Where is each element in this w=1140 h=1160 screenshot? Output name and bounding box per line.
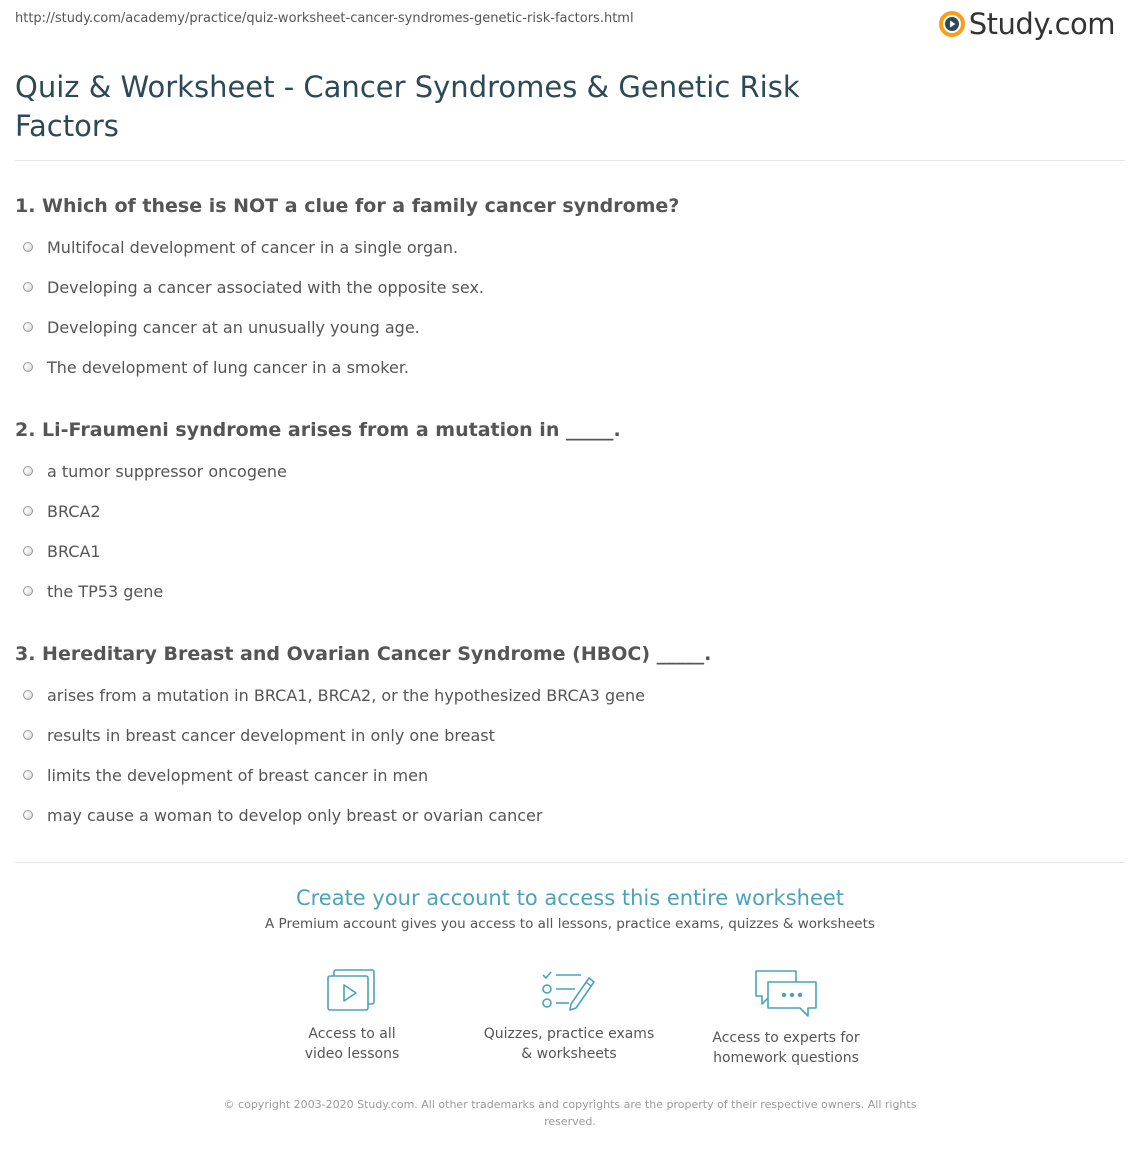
play-circle-icon xyxy=(939,11,965,37)
chat-bubbles-icon xyxy=(754,968,818,1018)
option-label: Developing a cancer associated with the opposite sex. xyxy=(47,277,485,297)
premium-description: A Premium account gives you access to all lessons, practice exams, quizzes & worksheets xyxy=(265,916,875,932)
answer-option[interactable] xyxy=(23,315,420,339)
radio-button[interactable] xyxy=(23,322,33,332)
answer-option[interactable] xyxy=(23,459,287,483)
answer-option[interactable] xyxy=(23,539,101,563)
radio-button[interactable] xyxy=(23,466,33,476)
answer-option[interactable] xyxy=(23,499,101,523)
answer-option[interactable] xyxy=(23,235,458,259)
feature-label: Access to experts for homework questions xyxy=(712,1030,860,1066)
radio-button[interactable] xyxy=(23,730,33,740)
answer-option[interactable] xyxy=(23,803,542,827)
question-3 xyxy=(15,641,1115,825)
option-label: limits the development of breast cancer in men xyxy=(47,765,429,785)
radio-button[interactable] xyxy=(23,242,33,252)
option-label: BRCA1 xyxy=(47,541,101,561)
study-logo[interactable] xyxy=(939,6,1115,42)
answer-option[interactable] xyxy=(23,579,163,603)
option-label: The development of lung cancer in a smoker. xyxy=(47,357,410,377)
radio-button[interactable] xyxy=(23,506,33,516)
title-divider xyxy=(15,160,1125,161)
option-label: the TP53 gene xyxy=(47,581,164,601)
video-lessons-icon xyxy=(326,968,378,1014)
question-2 xyxy=(15,417,1115,601)
radio-button[interactable] xyxy=(23,690,33,700)
option-label: Developing cancer at an unusually young age. xyxy=(47,317,420,337)
option-label: results in breast cancer development in only one breast xyxy=(47,725,495,745)
option-label: a tumor suppressor oncogene xyxy=(47,461,287,481)
answer-option[interactable] xyxy=(23,355,409,379)
radio-button[interactable] xyxy=(23,770,33,780)
question-text: 2. Li-Fraumeni syndrome arises from a mutation in _____. xyxy=(15,419,621,441)
question-1 xyxy=(15,193,1115,377)
option-label: may cause a woman to develop only breast or ovarian cancer xyxy=(47,805,543,825)
option-label: arises from a mutation in BRCA1, BRCA2, or the hypothesized BRCA3 gene xyxy=(47,685,645,705)
logo-text: Study.com xyxy=(968,7,1115,41)
radio-button[interactable] xyxy=(23,810,33,820)
feature-label: Quizzes, practice exams & worksheets xyxy=(483,1026,655,1062)
feature-quizzes xyxy=(474,968,664,1064)
page-title: Quiz & Worksheet - Cancer Syndromes & Genetic Risk Factors xyxy=(15,70,800,143)
feature-video-lessons xyxy=(257,968,447,1064)
create-account-link[interactable]: Create your account to access this entire worksheet xyxy=(295,886,845,910)
question-text: 1. Which of these is NOT a clue for a family cancer syndrome? xyxy=(15,195,680,217)
radio-button[interactable] xyxy=(23,586,33,596)
option-label: BRCA2 xyxy=(47,501,101,521)
question-text: 3. Hereditary Breast and Ovarian Cancer Syndrome (HBOC) _____. xyxy=(15,643,712,665)
option-label: Multifocal development of cancer in a single organ. xyxy=(47,237,459,257)
copyright-notice: © copyright 2003-2020 Study.com. All other trademarks and copyrights are the property of their respective owners. All rights reserved. xyxy=(223,1098,917,1128)
radio-button[interactable] xyxy=(23,282,33,292)
radio-button[interactable] xyxy=(23,546,33,556)
page-url: http://study.com/academy/practice/quiz-worksheet-cancer-syndromes-genetic-risk-factors.html xyxy=(15,11,634,26)
answer-option[interactable] xyxy=(23,763,428,787)
section-divider xyxy=(15,862,1125,863)
checklist-icon xyxy=(541,968,597,1014)
answer-option[interactable] xyxy=(23,683,645,707)
feature-label: Access to all video lessons xyxy=(304,1026,400,1062)
radio-button[interactable] xyxy=(23,362,33,372)
answer-option[interactable] xyxy=(23,723,495,747)
feature-experts xyxy=(691,968,881,1068)
answer-option[interactable] xyxy=(23,275,484,299)
